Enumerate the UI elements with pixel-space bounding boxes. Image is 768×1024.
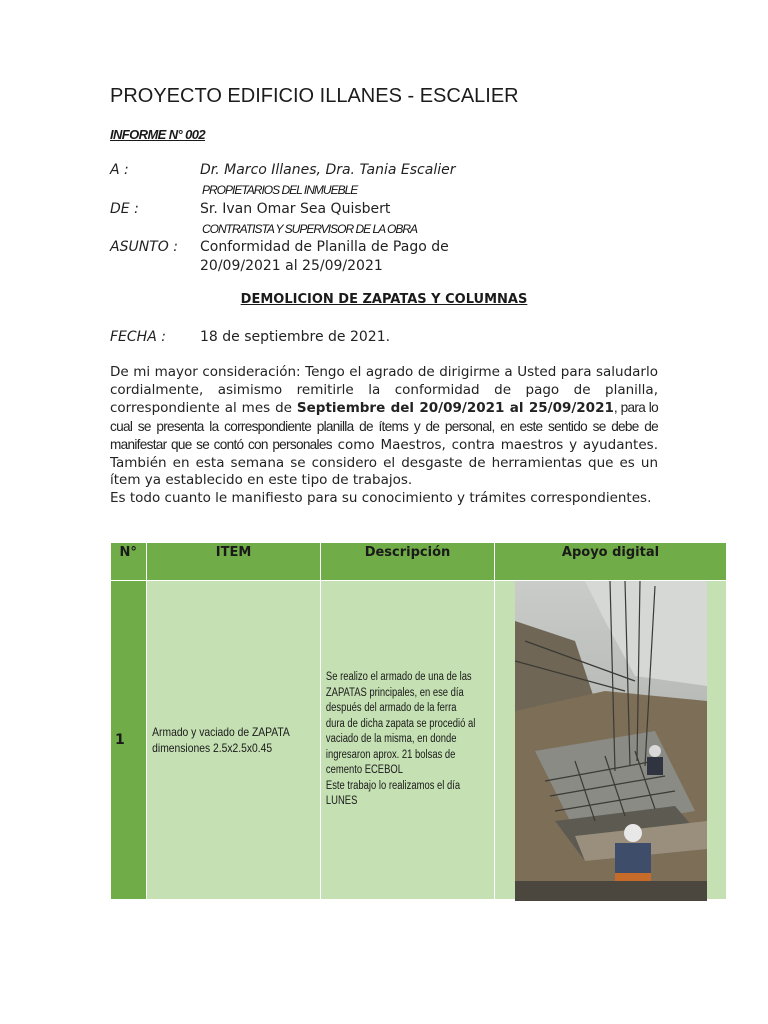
date-value: 18 de septiembre de 2021. <box>200 329 391 345</box>
photo-cell <box>495 581 727 900</box>
row-number: 1 <box>111 581 147 900</box>
body-text-1: De mi mayor consideración: Tengo el agrado de dirigirme a Usted para saludarlo cordialmente, asimismo remitirle la conformidad de pago de planilla, correspondiente al mes de <box>110 364 658 416</box>
from-role: CONTRATISTA Y SUPERVISOR DE LA OBRA <box>202 222 418 236</box>
header-digital-support: Apoyo digital <box>495 543 727 581</box>
description-line: vaciado de la misma, en donde <box>325 733 457 746</box>
document-title: PROYECTO EDIFICIO ILLANES - ESCALIER <box>110 85 519 107</box>
body-text-2: , para lo cual se presenta la correspondiente planilla de ítems y de personal, en este sentido se debe de manifestar que se contó con personales <box>110 400 658 452</box>
description-line: dura de dicha zapata se procedió al <box>325 717 476 730</box>
subject-line-1: Conformidad de Planilla de Pago de <box>200 239 449 255</box>
header-number: N° <box>111 543 147 581</box>
item-text: Armado y vaciado de ZAPATA dimensiones 2.5x2.5x0.45 <box>152 725 290 755</box>
description-line: cemento ECEBOL <box>325 764 403 777</box>
body-period: Septiembre del 20/09/2021 al 25/09/2021 <box>296 400 614 416</box>
construction-photo <box>515 581 707 901</box>
table-row <box>111 581 727 900</box>
description-text <box>321 670 495 810</box>
body-text-3: como Maestros, contra maestros y ayudantes. También en esta semana se considero el desgaste de herramientas que es un ítem ya establecido en este tipo de trabajos. <box>110 437 658 488</box>
from-label: DE : <box>110 201 139 217</box>
to-role: PROPIETARIOS DEL INMUEBLE <box>202 183 358 197</box>
report-number: INFORME N° 002 <box>110 127 206 142</box>
closing-paragraph: Es todo cuanto le manifiesto para su conocimiento y trámites correspondientes. <box>110 489 652 506</box>
subject-line-2: 20/09/2021 al 25/09/2021 <box>200 258 383 274</box>
date-label: FECHA : <box>110 329 166 345</box>
item-cell <box>147 581 321 900</box>
description-cell <box>321 581 495 900</box>
body-paragraph <box>110 364 658 507</box>
header-item: ITEM <box>147 543 321 581</box>
description-line: Se realizo el armado de una de las <box>325 671 472 684</box>
description-line: después del armado de la ferra <box>325 702 457 715</box>
section-heading: DEMOLICION DE ZAPATAS Y COLUMNAS <box>240 292 528 307</box>
subject-label: ASUNTO : <box>110 239 178 255</box>
table-header-row <box>111 543 727 581</box>
to-value: Dr. Marco Illanes, Dra. Tania Escalier <box>200 162 456 178</box>
to-label: A : <box>110 162 129 178</box>
from-value: Sr. Ivan Omar Sea Quisbert <box>200 201 391 217</box>
header-description: Descripción <box>321 543 495 581</box>
description-line: ZAPATAS principales, en ese día <box>325 686 464 699</box>
description-line: Este trabajo lo realizamos el día <box>325 779 461 792</box>
description-line: LUNES <box>325 795 358 808</box>
items-table <box>110 543 727 900</box>
description-line: ingresaron aprox. 21 bolsas de <box>325 748 456 761</box>
